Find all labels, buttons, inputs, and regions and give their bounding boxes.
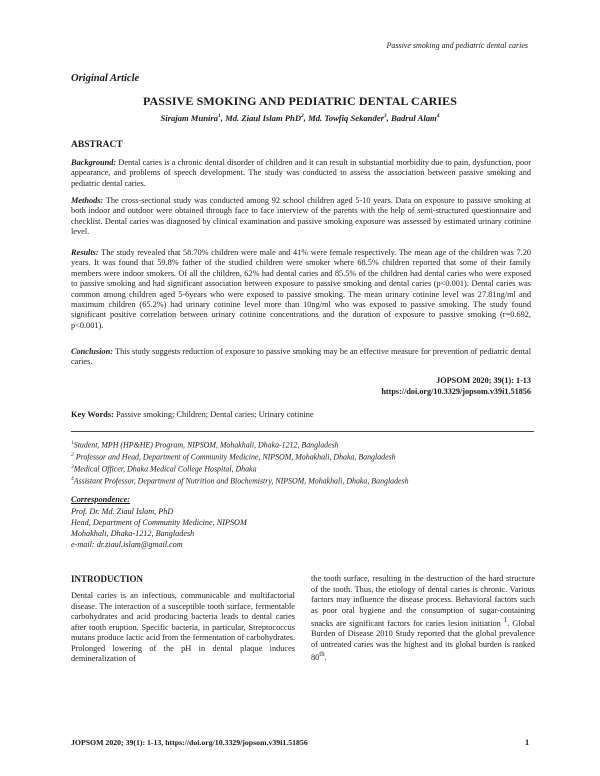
results-text: The study revealed that 58.70% children were male and 41% were female respectively. The mean age of the children was 7.20 years. It was found that 59.8% father of the studied children were smoker where 68.5% children reported that some of their family members were indoor smokers. Of all the children, 62% had dental caries and 85.5% of the children had dental caries who were exposed to passive smoking and had significant association between exposure to passive smoking and dental caries (p<0.001). Dental caries was common among children aged 5-6years who were exposed to passive smoking. The mean urinary cotinine level was 27.81ng/ml and maximum children (65.2%) had urinary cotinine level more than 10ng/ml who was exposed to passive smoking. The study found significant positive correlation between urinary cotinine concentrations and the duration of exposure to passive smoking (r=0.692, p<0.001). [71, 248, 531, 330]
ordinal-suffix: th [319, 651, 325, 659]
introduction-heading: INTRODUCTION [71, 574, 144, 584]
author-name: Sirajam Munira [160, 113, 219, 123]
correspondence-line: Mohakhali, Dhaka-1212, Bangladesh [71, 529, 195, 538]
affiliation-marker: 2 [71, 452, 74, 458]
affiliation-marker: 1 [71, 440, 74, 446]
results-label: Results: [71, 248, 99, 257]
affiliation-divider [71, 431, 534, 432]
keywords-text: Passive smoking; Children; Dental caries; Urinary cotinine [113, 410, 314, 419]
author-name: Badrul Alam [390, 113, 437, 123]
intro-text: the tooth surface, resulting in the destruction of the hard structure of the tooth. Thus, the etiology of dental caries is chronic. Various factors may influence the disease process. Behavioral factors such as poor oral hygiene and the consumption of sugar-containing snacks are significant factors for caries lesion initiation [311, 574, 535, 628]
article-title: PASSIVE SMOKING AND PEDIATRIC DENTAL CARIES [142, 94, 458, 108]
correspondence-line: Prof. Dr. Md. Ziaul Islam, PhD [71, 507, 174, 516]
author-affiliation-marker: 4 [436, 113, 440, 120]
affiliation-marker: 3 [71, 464, 74, 470]
correspondence-email[interactable]: e-mail: dr.ziaul.islam@gmail.com [71, 540, 183, 549]
background-label: Background: [71, 158, 117, 167]
affiliation-marker: 4 [71, 476, 74, 482]
doi-link[interactable]: https://doi.org/10.3329/jopsom.v39i1.51856 [381, 387, 531, 396]
intro-text: . Global Burden of Disease 2010 Study reported that the global prevalence of untreated caries was the highest and its global burden is ranked 80 [311, 618, 535, 663]
page-number: 1 [525, 738, 530, 747]
intro-text: . [324, 653, 327, 663]
keywords-label: Key Words: [71, 410, 114, 419]
methods-label: Methods: [71, 196, 104, 205]
author-separator: , [386, 113, 391, 123]
keywords [71, 410, 314, 419]
conclusion-label: Conclusion: [71, 347, 113, 356]
author-separator: , [303, 113, 309, 123]
author-name: Md. Towfiq Sekander [308, 113, 384, 123]
affiliation-item [71, 452, 396, 462]
affiliation-item [71, 464, 257, 474]
abstract-background [71, 158, 531, 189]
author-affiliation-marker: 2 [301, 113, 304, 120]
affiliation-item [71, 440, 339, 450]
author-name: Md. Ziaul Islam PhD [225, 113, 302, 123]
running-head: Passive smoking and pediatric dental caries [386, 41, 528, 50]
abstract-conclusion [71, 347, 531, 368]
methods-text: The cross-sectional study was conducted among 92 school children aged 5-10 years. Data on exposure to passive smoking at both indoor and outdoor were obtained through face to face interview of the parents with the help of semi-structured questionnaire and checklist. Dental caries was diagnosed by clinical examination and passive smoking exposure was assessed by estimated urinary cotinine level. [71, 196, 531, 237]
author-affiliation-marker: 1 [218, 113, 221, 120]
abstract-results [71, 248, 531, 331]
affiliation-text: Student, MPH (HP&HE) Program, NIPSOM, Mohakhali, Dhaka-1212, Bangladesh [73, 440, 339, 450]
background-text: Dental caries is a chronic dental disorder of children and it can result in substantial morbidity due to pain, dysfunction, poor appearance, and problems of speech development. The study was conducted to assess the association between passive smoking and pediatric dental caries. [71, 158, 531, 188]
correspondence-line: Head, Department of Community Medicine, NIPSOM [71, 518, 247, 527]
introduction-left-column: Dental caries is an infectious, communicable and multifactorial disease. The interaction of a susceptible tooth surface, fermentable carbohydrates and acid producing bacteria leads to dental caries after tooth eruption. Specific bacteria, in particular, Streptococcus mutans produce lactic acid from the fermentation of carbohydrates. Prolonged lowering of the pH in dental plaque induces demineralization of [71, 591, 295, 663]
article-type-label: Original Article [71, 73, 140, 84]
introduction-right-column [311, 574, 535, 664]
reference-marker: 1 [503, 617, 508, 624]
author-list [70, 113, 530, 123]
conclusion-text: This study suggests reduction of exposure to passive smoking may be an effective measure for prevention of pediatric dental caries. [71, 347, 531, 367]
journal-citation: JOPSOM 2020; 39(1): 1-13 [436, 376, 531, 385]
abstract-methods [71, 196, 531, 238]
correspondence-heading: Correspondence: [71, 495, 131, 504]
affiliation-text: Assistant Professor, Department of Nutrition and Biochemistry, NIPSOM, Mohakhali, Dhaka, Bangladesh [73, 476, 409, 486]
affiliation-item [71, 476, 409, 486]
footer-citation: JOPSOM 2020; 39(1): 1-13, https://doi.org/10.3329/jopsom.v39i1.51856 [71, 738, 308, 747]
affiliation-text: Professor and Head, Department of Community Medicine, NIPSOM, Mohakhali, Dhaka, Bangladesh [73, 452, 396, 462]
author-affiliation-marker: 3 [383, 113, 387, 120]
author-separator: , [220, 113, 226, 123]
affiliation-text: Medical Officer, Dhaka Medical College Hospital, Dhaka [73, 464, 257, 474]
abstract-heading: ABSTRACT [71, 140, 123, 150]
